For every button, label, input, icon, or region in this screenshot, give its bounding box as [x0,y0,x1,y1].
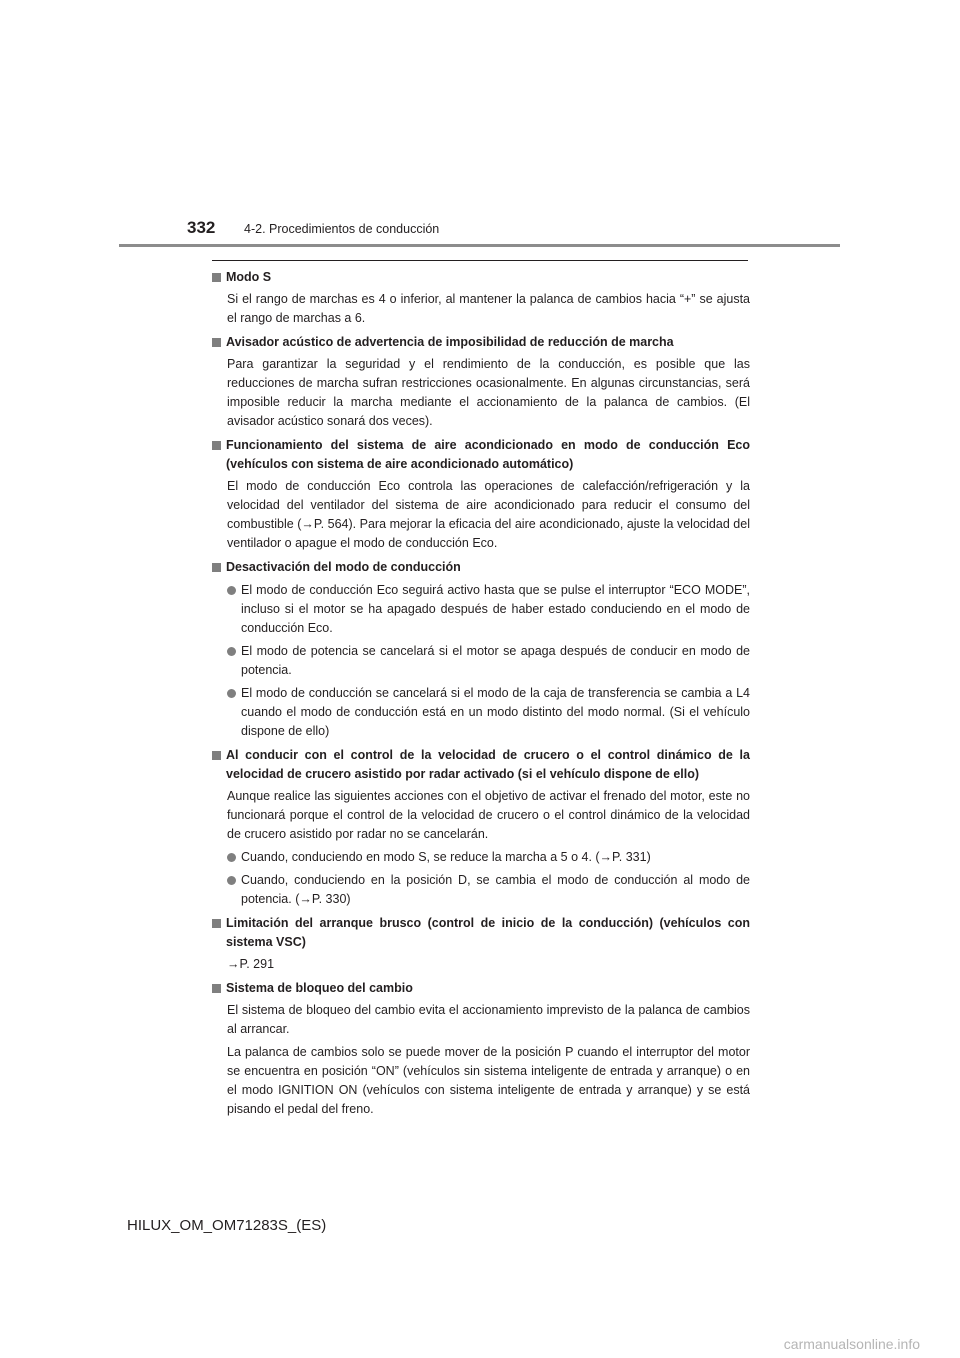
square-bullet-icon [212,563,221,572]
bullet-text: El modo de conducción Eco seguirá activo hasta que se pulse el interruptor “ECO MODE”, incluso si el motor se ha apagado después de haber estado conduciendo en el modo de conducción Eco. [241,583,750,635]
square-bullet-icon [212,273,221,282]
circle-bullet-icon [227,853,236,862]
paragraph: El sistema de bloqueo del cambio evita el accionamiento imprevisto de la palanca de cambios al arrancar. [227,1003,750,1036]
bullet-item [227,684,750,741]
bullet-text: Cuando, conduciendo en la posición D, se cambia el modo de conducción al modo de potencia. (→P. 330) [241,873,750,906]
circle-bullet-icon [227,876,236,885]
circle-bullet-icon [227,647,236,656]
section-heading [212,914,750,952]
bullet-text: Cuando, conduciendo en modo S, se reduce la marcha a 5 o 4. (→P. 331) [241,850,651,864]
square-bullet-icon [212,751,221,760]
paragraph: El modo de conducción Eco controla las operaciones de calefacción/refrigeración y la velocidad del ventilador del sistema de aire acondicionado para reducir el consumo del combustible (→P. 564). Para mejorar la eficacia del aire acondicionado, ajuste la velocidad del ventilador o apague el modo de conducción Eco. [227,479,750,550]
watermark: carmanualsonline.info [783,1336,920,1352]
section-heading [212,268,750,287]
section-heading-text: Modo S [226,270,272,284]
bullet-item [227,848,750,867]
paragraph: Aunque realice las siguientes acciones con el objetivo de activar el frenado del motor, este no funcionará porque el control de la velocidad de crucero o el control dinámico de la velocidad de crucero asistido por radar no se cancelarán. [227,789,750,841]
section [212,558,750,741]
section-heading [212,333,750,352]
section-heading [212,436,750,474]
page-number: 332 [187,218,216,237]
square-bullet-icon [212,984,221,993]
section-heading-text: Sistema de bloqueo del cambio [226,981,413,995]
section [212,333,750,431]
section [212,268,750,328]
section [212,979,750,1119]
bullet-text: El modo de conducción se cancelará si el modo de la caja de transferencia se cambia a L4 cuando el modo de conducción está en un modo distinto del modo normal. (Si el vehículo dispone de ello) [241,686,750,738]
bullet-item [227,871,750,909]
circle-bullet-icon [227,586,236,595]
paragraph: Si el rango de marchas es 4 o inferior, al mantener la palanca de cambios hacia “+” se ajusta el rango de marchas a 6. [227,292,750,325]
section-heading-text: Desactivación del modo de conducción [226,560,461,574]
paragraph: Para garantizar la seguridad y el rendimiento de la conducción, es posible que las reducciones de marcha sufran restricciones ocasionalmente. En algunas circunstancias, será imposible reducir la marcha mediante el accionamiento de la palanca de cambios. (El avisador acústico sonará dos veces). [227,357,750,428]
bullet-item [227,642,750,680]
square-bullet-icon [212,441,221,450]
bullet-item [227,581,750,638]
paragraph: La palanca de cambios solo se puede mover de la posición P cuando el interruptor del motor se encuentra en posición “ON” (vehículos sin sistema inteligente de entrada y arranque) o en el modo IGNITION ON (vehículos con sistema inteligente de entrada y arranque) y se está pisando el pedal del freno. [227,1045,750,1116]
paragraph: →P. 291 [227,957,275,971]
section [212,914,750,974]
square-bullet-icon [212,338,221,347]
section [212,746,750,909]
square-bullet-icon [212,919,221,928]
section-heading [212,746,750,784]
bullet-text: El modo de potencia se cancelará si el motor se apaga después de conducir en modo de potencia. [241,644,750,677]
content-divider [212,260,748,261]
section [212,436,750,553]
section-heading-text: Funcionamiento del sistema de aire acondicionado en modo de conducción Eco (vehículos con sistema de aire acondicionado automático) [226,438,750,471]
section-heading [212,558,750,577]
section-heading [212,979,750,998]
section-heading-text: Avisador acústico de advertencia de imposibilidad de reducción de marcha [226,335,674,349]
section-title: 4-2. Procedimientos de conducción [244,222,440,236]
section-heading-text: Limitación del arranque brusco (control de inicio de la conducción) (vehículos con sistema VSC) [226,916,750,949]
header-divider [119,244,840,247]
document-code: HILUX_OM_OM71283S_(ES) [127,1217,327,1234]
section-heading-text: Al conducir con el control de la velocidad de crucero o el control dinámico de la velocidad de crucero asistido por radar activado (si el vehículo dispone de ello) [226,748,750,781]
page-content [212,268,750,1124]
circle-bullet-icon [227,689,236,698]
